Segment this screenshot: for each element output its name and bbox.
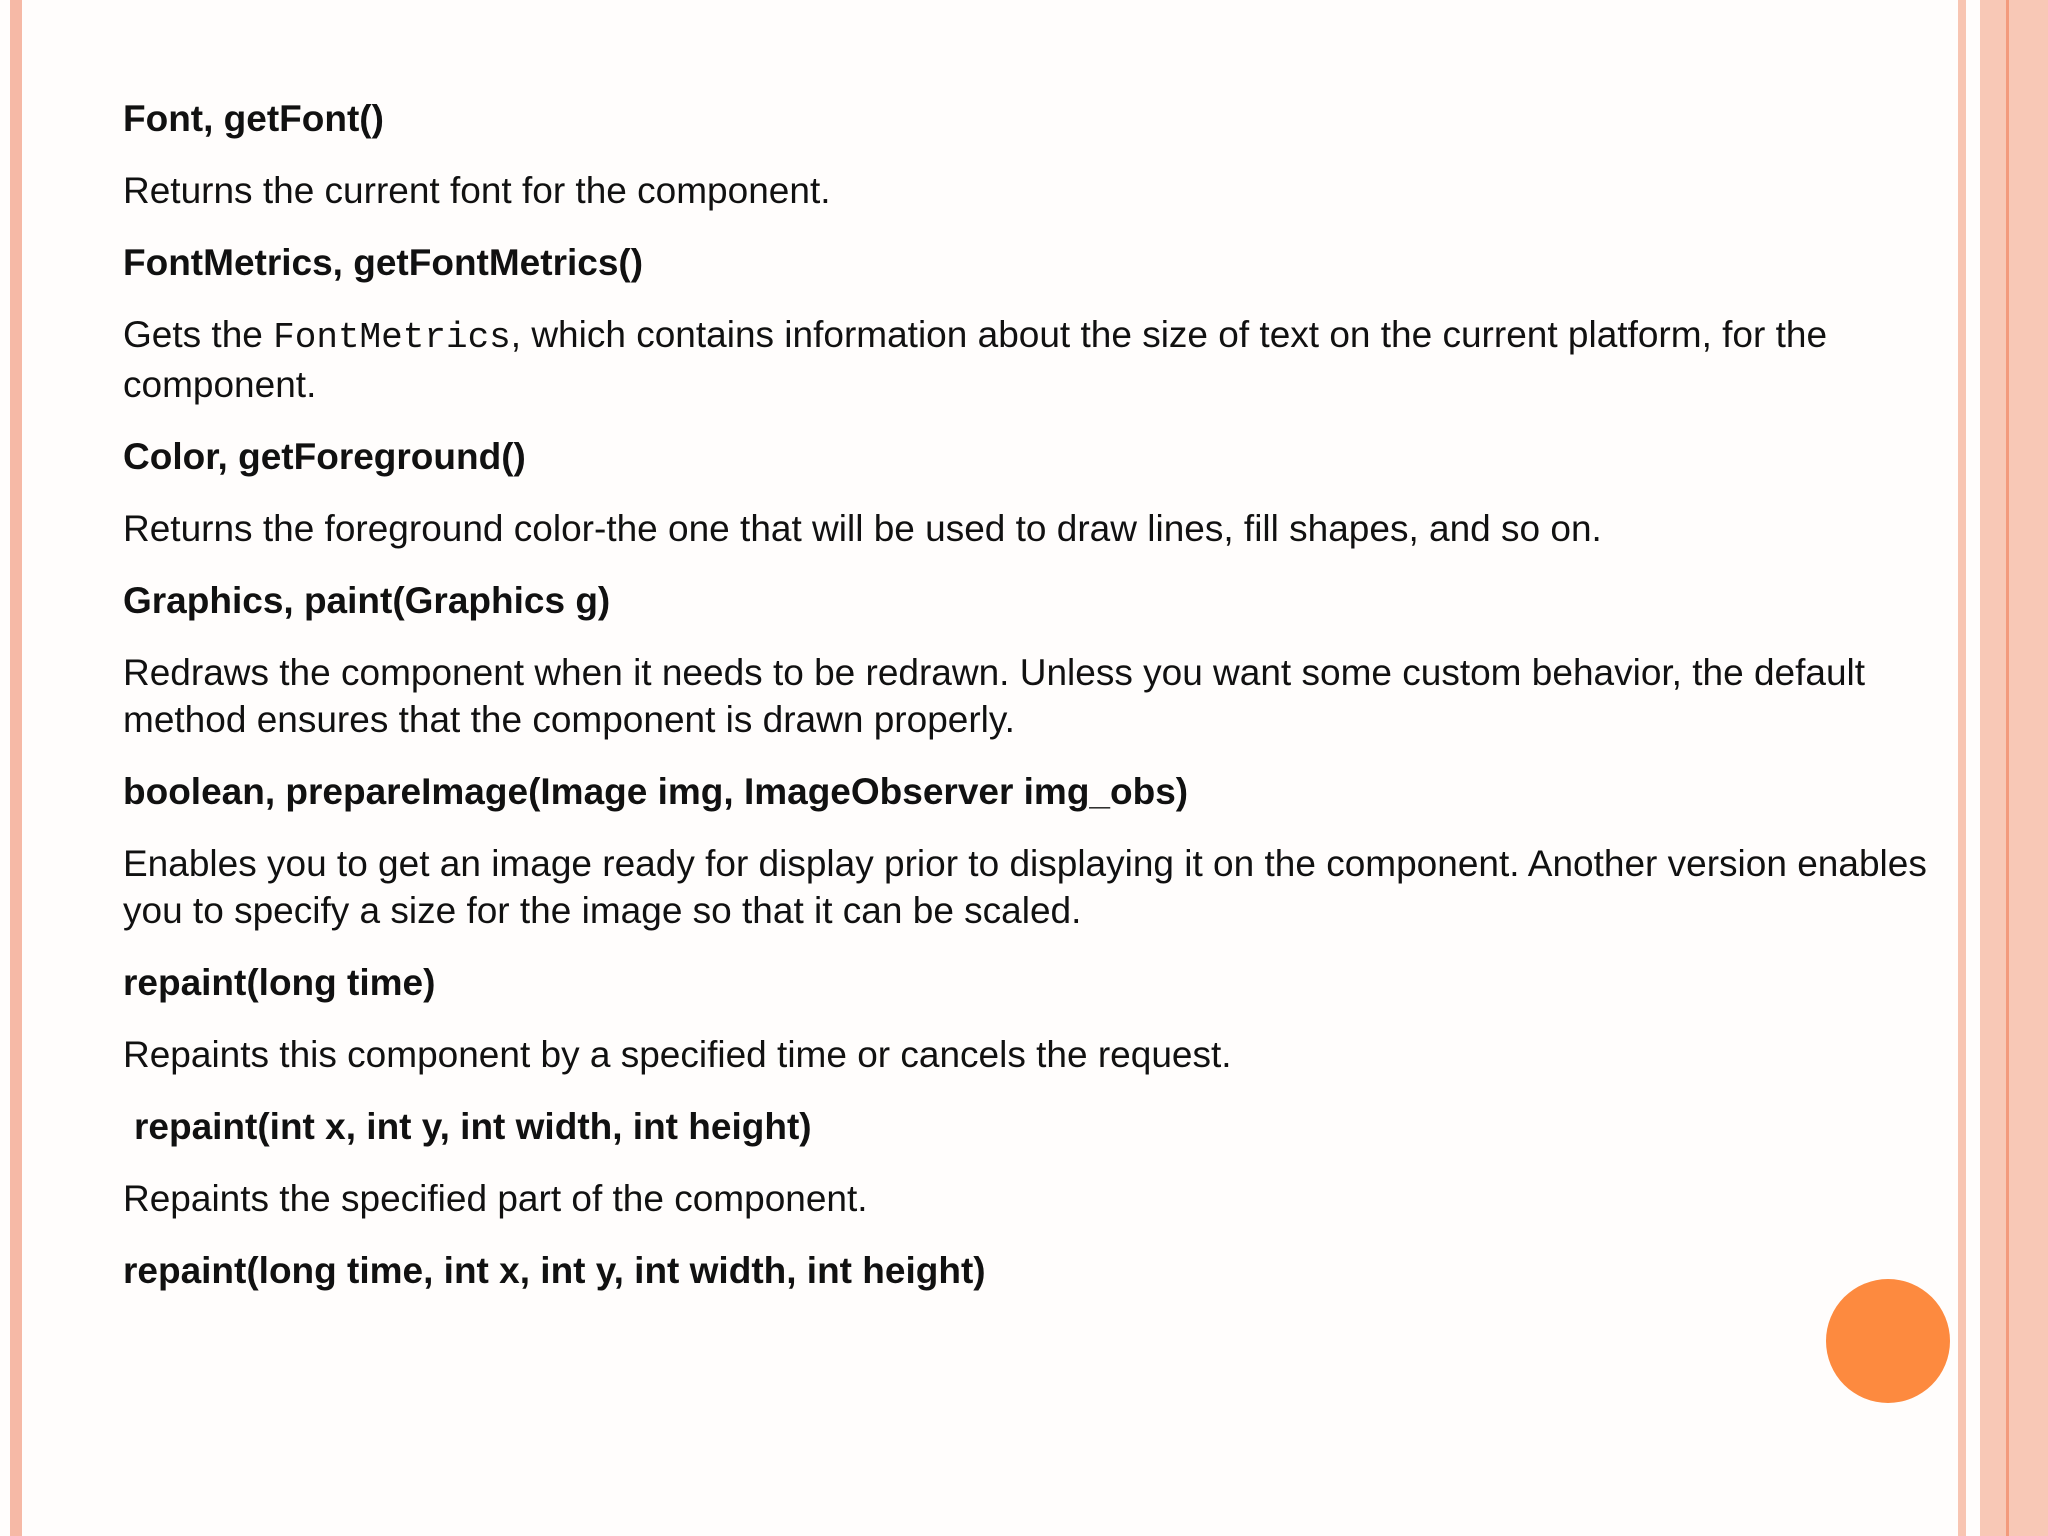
description-text: Gets the bbox=[123, 314, 274, 355]
method-signature: Color, getForeground() bbox=[123, 436, 526, 477]
method-signature: Font, getFont() bbox=[123, 98, 384, 139]
method-description bbox=[123, 311, 1973, 408]
method-description: Redraws the component when it needs to be redrawn. Unless you want some custom behavior, the default method ensures that the component is drawn properly. bbox=[123, 652, 1866, 740]
right-border-stripe bbox=[2009, 0, 2048, 1536]
method-description: Repaints this component by a specified time or cancels the request. bbox=[123, 1034, 1232, 1075]
method-signature: repaint(long time, int x, int y, int width, int height) bbox=[123, 1250, 986, 1291]
method-description: Returns the current font for the component. bbox=[123, 170, 831, 211]
method-description: Returns the foreground color-the one that will be used to draw lines, fill shapes, and so on. bbox=[123, 508, 1602, 549]
method-signature: repaint(int x, int y, int width, int height) bbox=[134, 1106, 812, 1147]
method-description: Repaints the specified part of the component. bbox=[123, 1178, 868, 1219]
method-signature: Graphics, paint(Graphics g) bbox=[123, 580, 611, 621]
method-signature: boolean, prepareImage(Image img, ImageObserver img_obs) bbox=[123, 771, 1189, 812]
code-term: FontMetrics bbox=[273, 317, 511, 358]
method-signature: repaint(long time) bbox=[123, 962, 436, 1003]
method-signature: FontMetrics, getFontMetrics() bbox=[123, 242, 644, 283]
decorative-circle bbox=[1826, 1279, 1950, 1403]
right-border-stripe bbox=[1980, 0, 2006, 1536]
left-border-stripe bbox=[10, 0, 22, 1536]
method-list bbox=[123, 95, 1973, 1319]
description-text: , which contains information about the size of text on the current platform, for the component. bbox=[123, 314, 1828, 405]
method-description: Enables you to get an image ready for display prior to displaying it on the component. Another version enables you to specify a size for the image so that it can be scaled. bbox=[123, 843, 1927, 931]
